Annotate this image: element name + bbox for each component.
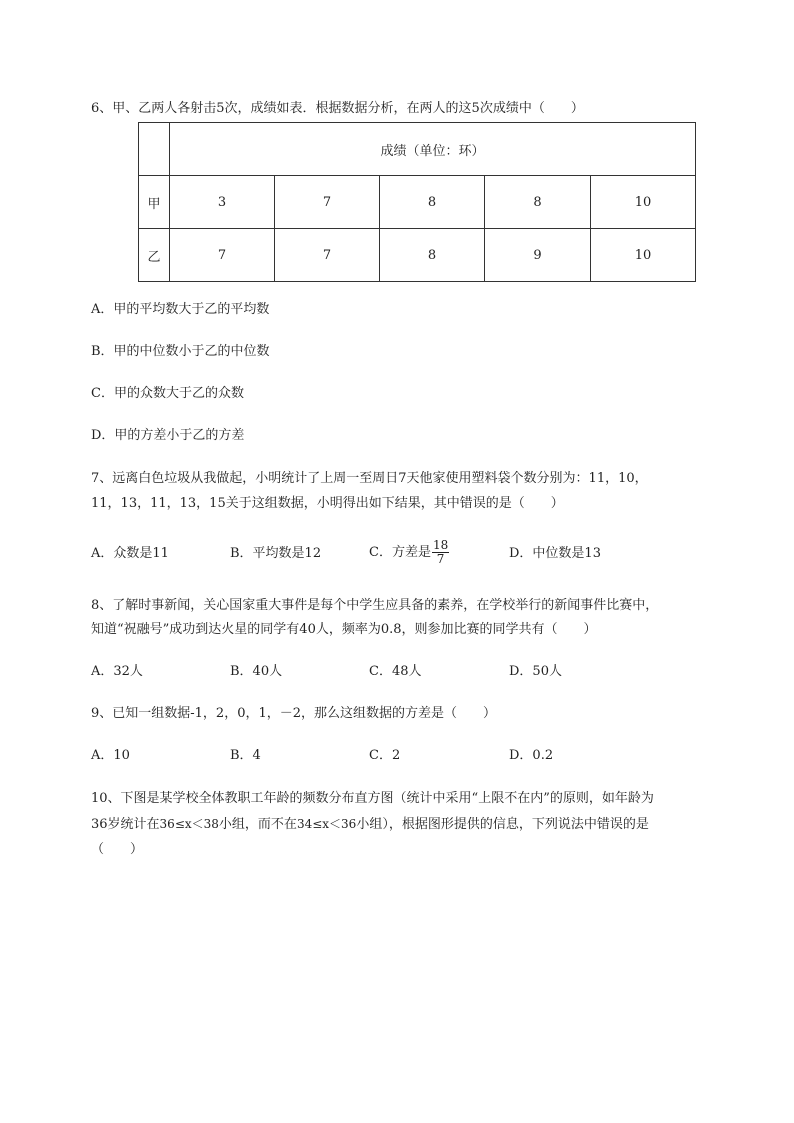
q8-stem-line1: 8、了解时事新闻，关心国家重大事件是每个中学生应具备的素养，在学校举行的新闻事件比赛中， xyxy=(91,598,659,613)
q8-option-b: B．40人 xyxy=(230,664,283,679)
fraction xyxy=(432,539,449,566)
q7-stem-line2: 11，13，11，13，15关于这组数据，小明得出如下结果，其中错误的是（ ） xyxy=(91,496,564,511)
q10-stem-line3: （ ） xyxy=(91,842,144,857)
table-cell: 7 xyxy=(275,176,380,229)
q6-option-d: D．甲的方差小于乙的方差 xyxy=(91,428,245,443)
table-cell: 10 xyxy=(591,176,696,229)
fraction-numerator: 18 xyxy=(432,538,449,552)
table-cell: 8 xyxy=(485,176,591,229)
q7-stem-line1: 7、远离白色垃圾从我做起，小明统计了上周一至周日7天他家使用塑料袋个数分别为：11，10， xyxy=(91,471,648,486)
q7-option-d: D．中位数是13 xyxy=(509,546,601,561)
table-cell: 7 xyxy=(170,229,275,282)
inequality-expression: 34≤x＜36 xyxy=(296,817,357,831)
table-corner-cell xyxy=(139,123,170,176)
table-row xyxy=(139,229,696,282)
q9-option-c: C．2 xyxy=(369,748,401,763)
table-cell: 9 xyxy=(485,229,591,282)
table-header-cell: 成绩（单位：环） xyxy=(170,123,696,176)
q8-stem-line2: 知道“祝融号”成功到达火星的同学有40人，频率为0.8，则参加比赛的同学共有（ ） xyxy=(91,622,597,637)
q6-option-a: A．甲的平均数大于乙的平均数 xyxy=(91,302,270,317)
q7-option-a: A．众数是11 xyxy=(91,546,169,561)
row-label: 乙 xyxy=(139,229,170,282)
q6-option-c: C．甲的众数大于乙的众数 xyxy=(91,386,244,401)
table-cell: 3 xyxy=(170,176,275,229)
q7-option-b: B．平均数是12 xyxy=(230,546,322,561)
row-label: 甲 xyxy=(139,176,170,229)
fraction-denominator: 7 xyxy=(436,552,445,566)
q10-stem-text: 小组，而不在 xyxy=(218,817,297,832)
table-cell: 10 xyxy=(591,229,696,282)
q8-option-a: A．32人 xyxy=(91,664,143,679)
table-cell: 8 xyxy=(380,229,485,282)
q9-option-a: A．10 xyxy=(91,748,130,763)
q7-option-c xyxy=(369,538,449,568)
q10-stem-text: 小组），根据图形提供的信息，下列说法中错误的是 xyxy=(356,817,649,832)
q9-option-b: B．4 xyxy=(230,748,261,763)
q9-option-d: D．0.2 xyxy=(509,748,554,763)
q10-stem-line2 xyxy=(91,814,649,835)
table-row xyxy=(139,176,696,229)
table-cell: 8 xyxy=(380,176,485,229)
q10-stem-text: 36岁统计在 xyxy=(91,817,160,832)
q10-stem-line1: 10、下图是某学校全体教职工年龄的频数分布直方图（统计中采用“上限不在内”的原则，如年龄为 xyxy=(91,791,654,806)
q6-score-table xyxy=(138,122,696,282)
q6-option-b: B．甲的中位数小于乙的中位数 xyxy=(91,344,270,359)
q9-stem: 9、已知一组数据-1，2，0，1，－2，那么这组数据的方差是（ ） xyxy=(91,706,497,721)
q6-stem: 6、甲、乙两人各射击5次，成绩如表．根据数据分析，在两人的这5次成绩中（ ） xyxy=(91,101,584,116)
q7-option-c-prefix: C．方差是 xyxy=(369,545,431,560)
inequality-expression: 36≤x＜38 xyxy=(159,817,219,831)
q8-option-d: D．50人 xyxy=(509,664,562,679)
q8-option-c: C．48人 xyxy=(369,664,422,679)
table-cell: 7 xyxy=(275,229,380,282)
